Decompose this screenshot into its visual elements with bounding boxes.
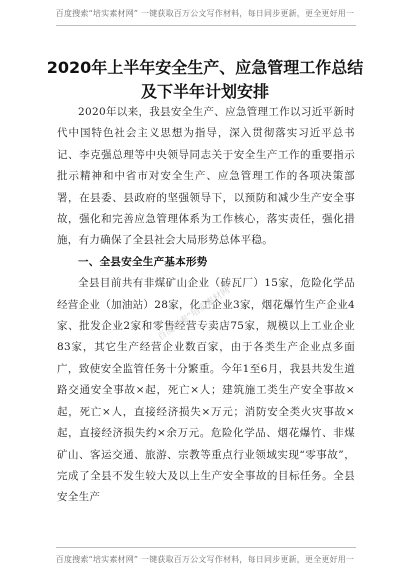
footer-banner: 百度搜索“培实素材网” 一键获取百万公文写作材料，每日同步更新，更全更好用一	[55, 555, 355, 564]
document-body	[57, 102, 355, 509]
intro-paragraph: 2020年以来，我县安全生产、应急管理工作以习近平新时代中国特色社会主义思想为指导，深入贯彻落实习近平总书记、李克强总理等中央领导同志关于安全生产工作的重要指示批示精神和中省市对安全生产、应急管理工作的各项决策部署，在县委、县政府的坚强领导下，以预防和减少生产安全事故，强化和完善应急管理体系为工作核心，落实责任，强化措施，有力确保了全县社会大局形势总体平稳。	[57, 106, 355, 247]
watermark: 百度搜索“培实素材网”	[156, 282, 236, 343]
section-heading: 一、全县安全生产基本形势	[78, 255, 208, 268]
document-title: 2020年上半年安全生产、应急管理工作总结及下半年计划安排	[46, 58, 364, 101]
header-banner: 百度搜索“培实素材网” 一键获取百万公文写作材料，每日同步更新，更全更好用一	[55, 9, 355, 18]
header-divider	[56, 25, 356, 26]
footer-divider	[56, 547, 356, 548]
section-paragraph: 全县目前共有非煤矿山企业（砖瓦厂）15家，危险化学品经营企业（加油站）28家，化工企业3家，烟花爆竹生产企业4家、批发企业2家和零售经营专卖店75家，规模以上工业企业83家，其它生产经营企业数百家，由于各类生产企业点多面广，致使安全监管任务十分繁重。今年1至6月，我县共发生道路交通安全事故×起，死亡×人；建筑施工类生产安全事故×起，死亡×人，直接经济损失×万元；消防安全类火灾事故×起，直接经济损失约×余万元。危险化学品、烟花爆竹、非煤矿山、客运交通、旅游、宗教等重点行业领域实现“零事故”，完成了全县不发生较大及以上生产安全事故的目标任务。全县安全生产	[57, 277, 355, 504]
